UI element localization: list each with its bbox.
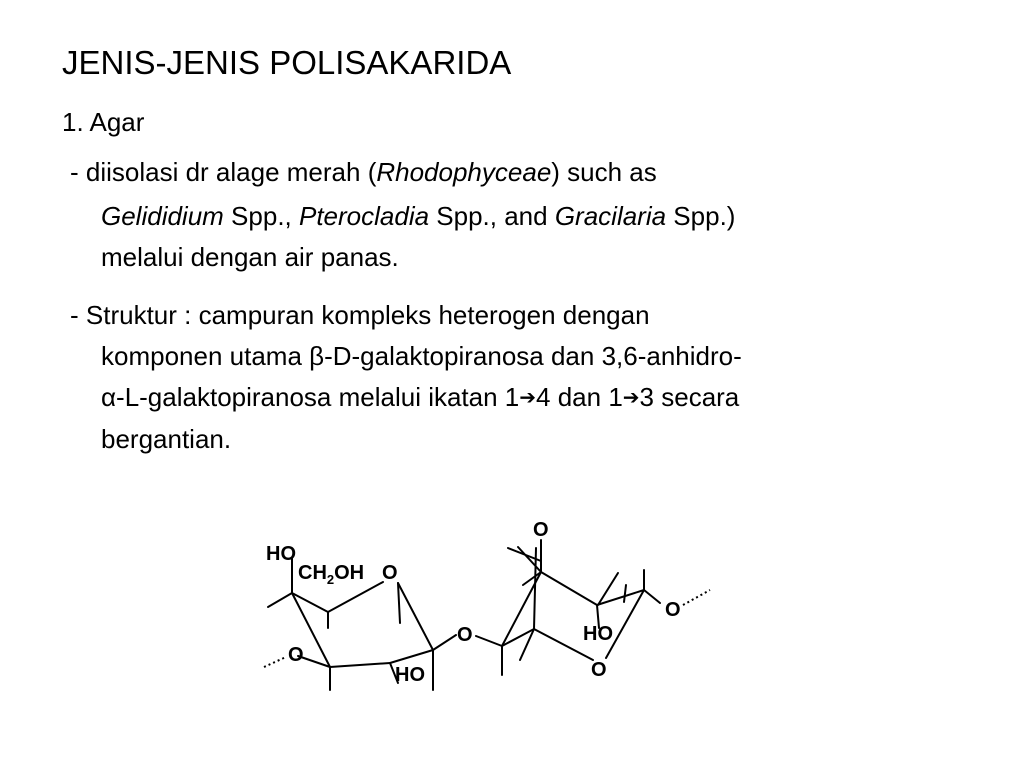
text-segment: 3 secara	[639, 382, 740, 412]
structure-atom-labels	[266, 519, 681, 686]
label-o-bridge-top: O	[533, 519, 549, 541]
label-o-link: O	[457, 624, 473, 646]
species-name: Gracilaria	[554, 201, 667, 231]
section-heading-agar: 1. Agar	[62, 107, 145, 137]
structure-chain-continuation	[264, 590, 710, 667]
species-name: Gelididium	[101, 201, 224, 231]
bullet-isolation-line-2	[70, 193, 735, 239]
bullet-structure	[70, 295, 742, 460]
bullet-isolation-line-3: melalui dengan air panas.	[101, 242, 399, 272]
species-name: Pterocladia	[298, 201, 430, 231]
text-segment: Spp.)	[666, 201, 736, 231]
label-ho-ring2: HO	[583, 623, 613, 645]
bullet-structure-line-4: bergantian.	[101, 424, 232, 454]
bullet-isolation-line-1	[70, 152, 735, 193]
label-o-right: O	[665, 599, 681, 621]
text-segment: Spp.,	[223, 201, 299, 231]
slide-title: JENIS-JENIS POLISAKARIDA	[62, 44, 512, 81]
label-o-left: O	[288, 644, 304, 666]
text-segment: α-L-galaktopiranosa melalui ikatan 1	[101, 382, 520, 412]
label-o-ring1: O	[382, 562, 398, 584]
label-ch2oh: $CH_2OH$	[298, 562, 365, 587]
text-segment: 4 dan 1	[536, 382, 623, 412]
agarose-structure-diagram	[258, 515, 718, 700]
label-ho-ring1-bottom: HO	[395, 664, 425, 686]
arrow-icon: ➔	[519, 387, 537, 409]
text-segment: ) such as	[551, 157, 657, 187]
label-ho-top: HO	[266, 543, 296, 565]
bullet-structure-line-3	[70, 377, 742, 419]
text-segment: - diisolasi dr alage merah (	[70, 157, 377, 187]
bullet-structure-line-2: komponen utama β-D-galaktopiranosa dan 3,6-anhidro-	[101, 341, 742, 371]
arrow-icon: ➔	[622, 387, 640, 409]
species-name: Rhodophyceae	[376, 157, 552, 187]
bullet-structure-line-1: - Struktur : campuran kompleks heterogen dengan	[70, 300, 650, 330]
bullet-isolation	[70, 152, 735, 275]
text-segment: Spp., and	[429, 201, 555, 231]
label-o-ring2-bottom: O	[591, 659, 607, 681]
